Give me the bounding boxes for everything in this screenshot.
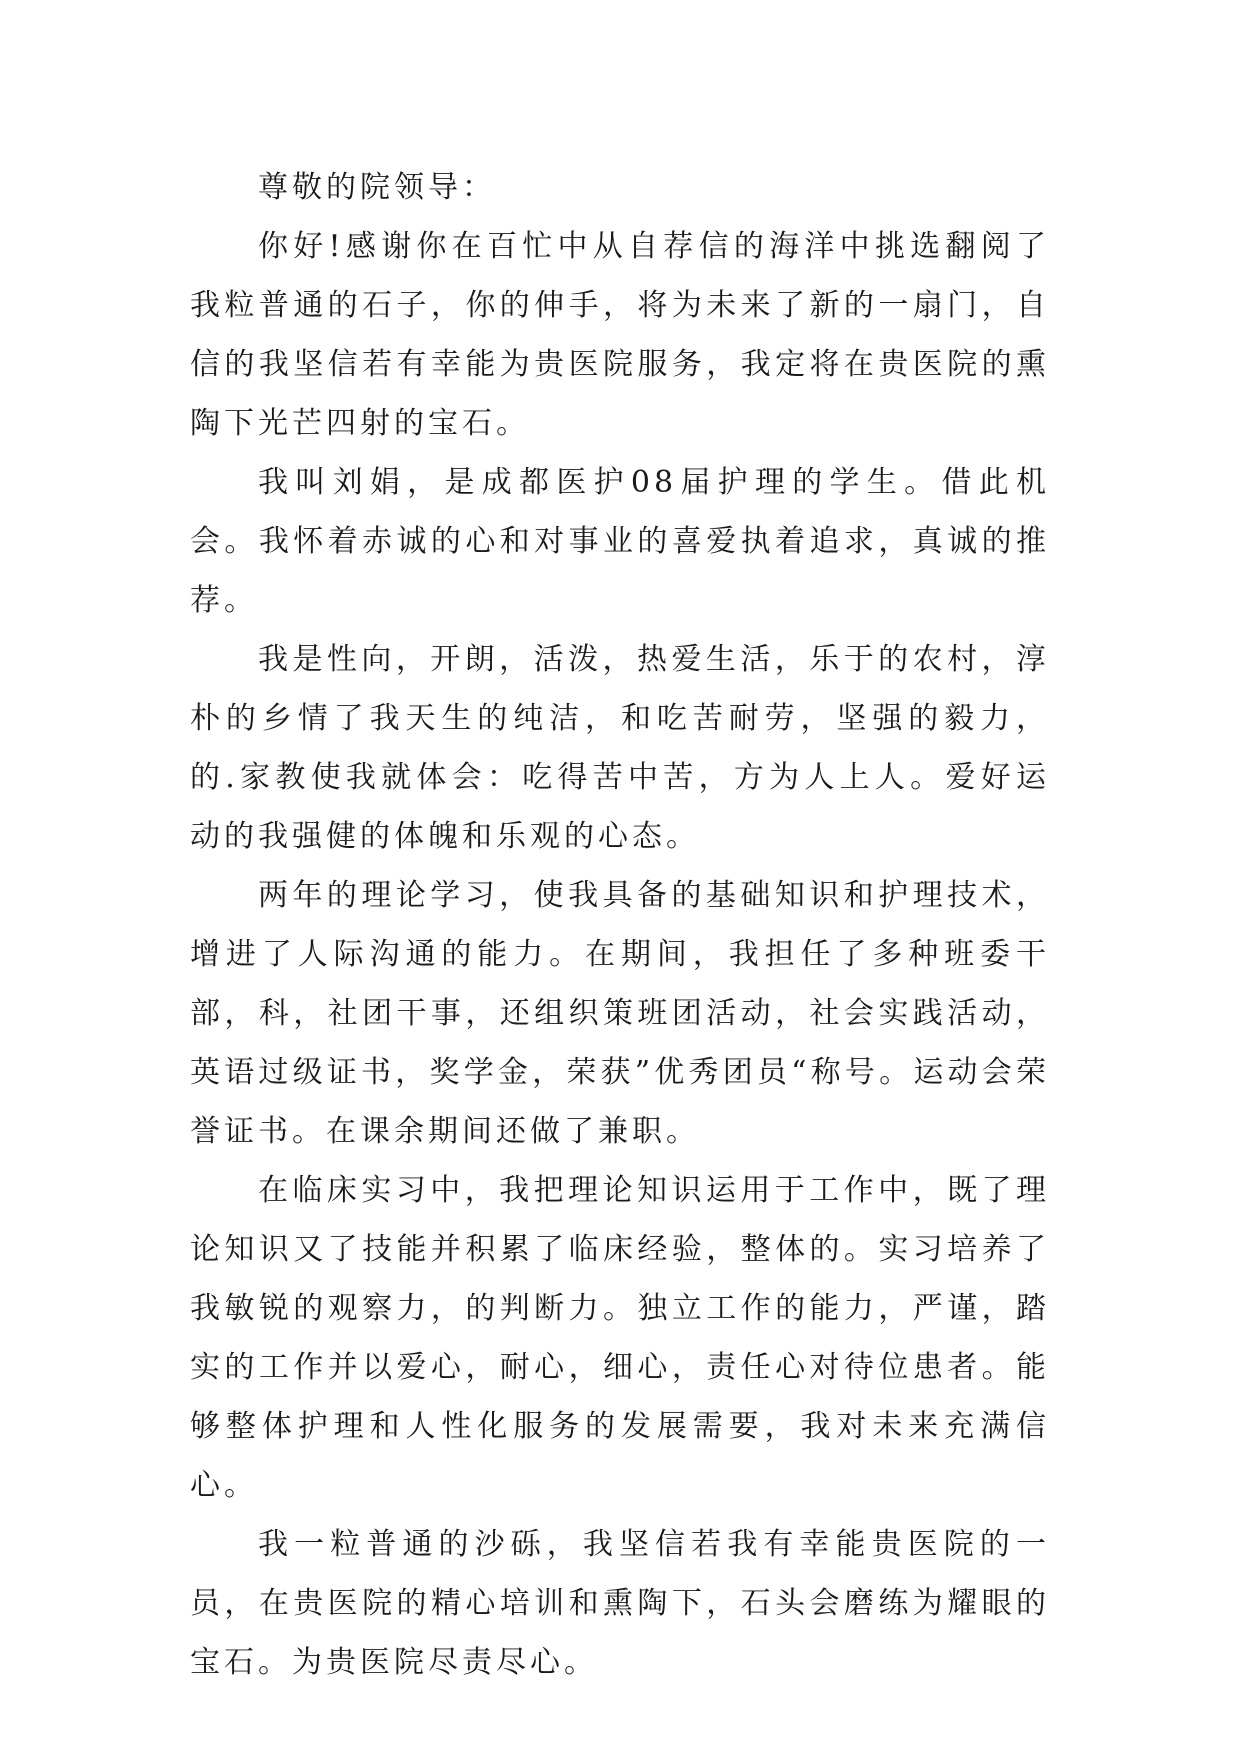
paragraph-study: 两年的理论学习，使我具备的基础知识和护理技术，增进了人际沟通的能力。在期间，我担任了多种班委干部，科，社团干事，还组织策班团活动，社会实践活动，英语过级证书，奖学金，荣获”优秀团员“称号。运动会荣誉证书。在课余期间还做了兼职。 xyxy=(190,878,1050,1149)
paragraph-greeting-thanks: 你好!感谢你在百忙中从自荐信的海洋中挑选翻阅了我粒普通的石子，你的伸手，将为未来了新的一扇门，自信的我坚信若有幸能为贵医院服务，我定将在贵医院的熏陶下光芒四射的宝石。 xyxy=(190,229,1050,441)
letter-body xyxy=(190,158,1050,1692)
paragraph-closing: 我一粒普通的沙砾，我坚信若我有幸能贵医院的一员，在贵医院的精心培训和熏陶下，石头会磨练为耀眼的宝石。为贵医院尽责尽心。 xyxy=(190,1527,1050,1680)
paragraph-personality: 我是性向，开朗，活泼，热爱生活，乐于的农村，淳朴的乡情了我天生的纯洁，和吃苦耐劳，坚强的毅力，的.家教使我就体会：吃得苦中苦，方为人上人。爱好运动的我强健的体魄和乐观的心态。 xyxy=(190,642,1050,854)
salutation: 尊敬的院领导： xyxy=(258,170,496,205)
paragraph-internship: 在临床实习中，我把理论知识运用于工作中，既了理论知识又了技能并积累了临床经验，整体的。实习培养了我敏锐的观察力，的判断力。独立工作的能力，严谨，踏实的工作并以爱心，耐心，细心，责任心对待位患者。能够整体护理和人性化服务的发展需要，我对未来充满信心。 xyxy=(190,1173,1050,1503)
paragraph-introduction: 我叫刘娟，是成都医护08届护理的学生。借此机会。我怀着赤诚的心和对事业的喜爱执着追求，真诚的推荐。 xyxy=(190,465,1050,618)
